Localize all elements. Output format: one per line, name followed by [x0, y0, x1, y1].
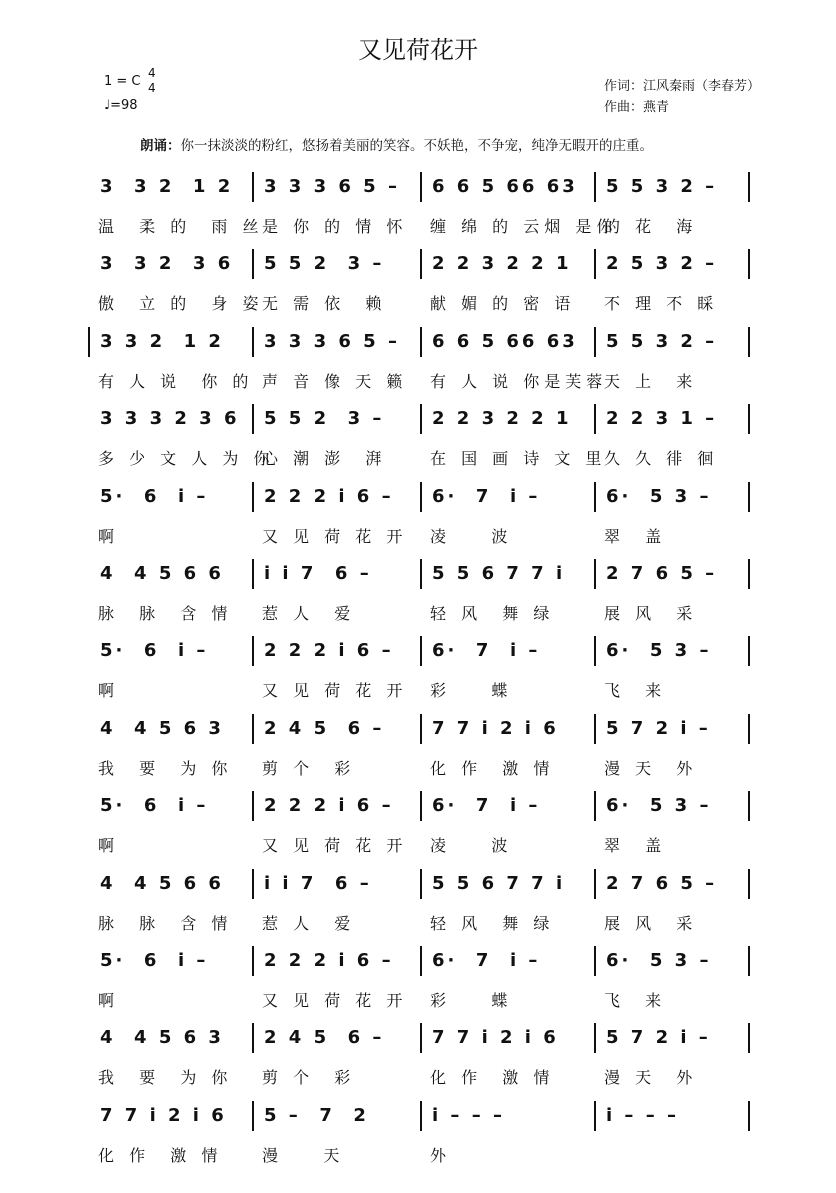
notation-row	[88, 247, 748, 287]
barline	[594, 404, 596, 434]
barline	[420, 249, 422, 279]
measure-lyrics: 飞 来	[604, 681, 667, 701]
time-signature	[148, 66, 156, 96]
barline	[420, 946, 422, 976]
measure-notes: 4 4 5 6 3	[100, 717, 224, 739]
measure-lyrics: 傲 立 的 身 姿	[98, 294, 264, 314]
measure-lyrics: 翠 盖	[604, 526, 667, 546]
barline	[748, 249, 750, 279]
notation-row	[88, 944, 748, 984]
measure-notes: 5 7 2 i –	[606, 717, 711, 739]
barline	[594, 791, 596, 821]
measure-notes: 3 3 2 3 6	[100, 253, 234, 275]
lyric-row	[88, 1143, 748, 1167]
measure-notes: 2 2 2 i 6 –	[264, 485, 394, 507]
barline	[420, 1023, 422, 1053]
measure-notes: 5· 6 i –	[100, 640, 209, 662]
barline	[252, 249, 254, 279]
measure-lyrics: 久 久 徘 徊	[604, 449, 719, 469]
measure-notes: 3 3 3 6 5 –	[264, 176, 400, 197]
barline	[594, 1023, 596, 1053]
barline	[420, 869, 422, 899]
measure-notes: 6· 7 i –	[432, 950, 541, 971]
measure-notes: 3 3 3 6 5 –	[264, 330, 400, 352]
barline	[252, 327, 254, 357]
barline	[252, 714, 254, 744]
barline	[748, 714, 750, 744]
measure-notes: 5 5 2 3 –	[264, 253, 385, 275]
measure-notes: 5 5 3 2 –	[606, 330, 718, 352]
measure-lyrics: 化 作 激 情	[98, 1145, 223, 1165]
measure-notes: 7 7 i 2 i 6	[432, 717, 559, 739]
barline	[594, 482, 596, 512]
lyricist-credit: 作词：江风秦雨（李春芳）	[604, 79, 761, 94]
barline	[420, 172, 422, 202]
barline	[420, 791, 422, 821]
notation-row	[88, 1099, 748, 1139]
barline	[252, 1023, 254, 1053]
barline	[420, 482, 422, 512]
barline	[594, 1101, 596, 1131]
notation-row	[88, 867, 748, 907]
song-title: 又见荷花开	[358, 36, 478, 64]
measure-lyrics: 漫 天 外	[604, 758, 698, 778]
measure-notes: 6· 7 i –	[432, 640, 541, 662]
recitation-label: 朗诵：	[140, 138, 181, 154]
measure-notes: 6· 5 3 –	[606, 640, 712, 662]
barline	[748, 946, 750, 976]
measure-notes: 5 5 6 7 7 i	[432, 872, 566, 894]
notation-row	[88, 712, 748, 752]
barline	[420, 636, 422, 666]
lyric-row	[88, 369, 748, 393]
barline	[748, 869, 750, 899]
measure-lyrics: 有 人 说 你是芙蓉	[430, 371, 608, 391]
measure-lyrics: 的 花 海	[604, 217, 698, 236]
measure-lyrics: 在 国 画 诗 文 里	[430, 449, 607, 469]
barline	[252, 946, 254, 976]
composer-credit: 作曲：燕青	[604, 100, 670, 115]
meter-bottom: 4	[148, 81, 156, 95]
barline	[594, 636, 596, 666]
measure-notes: 7 7 i 2 i 6	[432, 1027, 559, 1049]
measure-notes: 6· 5 3 –	[606, 485, 712, 507]
measure-lyrics: 啊	[98, 991, 120, 1010]
barline	[594, 869, 596, 899]
measure-notes: 3 3 2 1 2	[100, 330, 224, 352]
recitation-text: 你一抹淡淡的粉红，悠扬着美丽的笑容。不妖艳，不争宠，纯净无暇开的庄重。	[180, 138, 653, 154]
barline	[420, 1101, 422, 1131]
barline	[252, 636, 254, 666]
measure-lyrics: 展 风 采	[604, 604, 698, 623]
barline	[748, 1101, 750, 1131]
measure-lyrics: 漫 天 外	[604, 1068, 698, 1088]
measure-notes: 2 7 6 5 –	[606, 872, 718, 894]
measure-notes: 6· 7 i –	[432, 795, 541, 817]
measure-notes: 2 2 3 2 2 1	[432, 253, 572, 275]
measure-lyrics: 凌 波	[430, 836, 513, 856]
credits	[604, 76, 760, 118]
barline	[748, 791, 750, 821]
measure-notes: 6· 5 3 –	[606, 795, 712, 817]
measure-notes: 5· 6 i –	[100, 795, 209, 817]
measure-lyrics: 不 理 不 睬	[604, 294, 719, 314]
measure-notes: 6· 5 3 –	[606, 950, 712, 971]
measure-lyrics: 多 少 文 人 为 你	[98, 449, 275, 469]
barline	[594, 559, 596, 589]
measure-notes: i i 7 6 –	[264, 563, 372, 584]
barline	[252, 791, 254, 821]
lyric-row	[88, 756, 748, 780]
key-signature: 1 = C	[104, 74, 141, 89]
barline	[748, 559, 750, 589]
barline	[252, 482, 254, 512]
measure-lyrics: 无 需 依 赖	[262, 294, 387, 314]
notation-row	[88, 789, 748, 829]
measure-lyrics: 又 见 荷 花 开	[262, 991, 408, 1010]
barline	[252, 559, 254, 589]
measure-notes: 6 6 5 66 63	[432, 330, 578, 352]
notation-row	[88, 325, 748, 365]
measure-lyrics: 有 人 说 你 的	[98, 371, 254, 391]
measure-notes: 2 4 5 6 –	[264, 1027, 385, 1049]
measure-lyrics: 化 作 激 情	[430, 1068, 555, 1088]
measure-lyrics: 我 要 为 你	[98, 1068, 233, 1088]
measure-lyrics: 惹 人 爱	[262, 913, 356, 933]
barline	[594, 714, 596, 744]
barline	[594, 327, 596, 357]
barline	[748, 482, 750, 512]
notation-row	[88, 1021, 748, 1061]
barline	[748, 172, 750, 202]
measure-lyrics: 漫 天	[262, 1145, 345, 1165]
notation-row	[88, 170, 748, 210]
measure-lyrics: 我 要 为 你	[98, 758, 233, 778]
measure-notes: 2 2 3 2 2 1	[432, 408, 572, 430]
lyric-row	[88, 988, 748, 1012]
measure-notes: 5 5 6 7 7 i	[432, 563, 566, 584]
barline	[748, 1023, 750, 1053]
meter-top: 4	[148, 66, 156, 80]
measure-notes: 2 4 5 6 –	[264, 717, 385, 739]
measure-lyrics: 温 柔 的 雨 丝	[98, 217, 264, 236]
measure-lyrics: 又 见 荷 花 开	[262, 681, 408, 701]
tempo-marking: ♩=98	[104, 98, 138, 113]
recitation	[140, 134, 653, 154]
measure-lyrics: 展 风 采	[604, 913, 698, 933]
measure-notes: 2 5 3 2 –	[606, 253, 718, 275]
lyric-row	[88, 1065, 748, 1089]
measure-lyrics: 外	[430, 1145, 452, 1165]
barline	[252, 1101, 254, 1131]
barline	[748, 327, 750, 357]
measure-notes: 3 3 3 2 3 6	[100, 408, 240, 430]
measure-lyrics: 是 你 的 情 怀	[262, 217, 408, 236]
measure-notes: 2 2 2 i 6 –	[264, 640, 394, 662]
barline	[594, 946, 596, 976]
measure-lyrics: 彩 蝶	[430, 991, 513, 1010]
measure-lyrics: 天 上 来	[604, 371, 698, 391]
barline	[252, 404, 254, 434]
measure-lyrics: 啊	[98, 681, 120, 701]
lyric-row	[88, 678, 748, 702]
lyric-row	[88, 601, 748, 625]
measure-lyrics: 脉 脉 含 情	[98, 913, 233, 933]
measure-notes: 6 6 5 66 63	[432, 176, 578, 197]
measure-notes: 4 4 5 6 6	[100, 563, 224, 584]
measure-lyrics: 脉 脉 含 情	[98, 604, 233, 623]
measure-lyrics: 啊	[98, 836, 120, 856]
lyric-row	[88, 446, 748, 470]
lyric-row	[88, 833, 748, 857]
measure-notes: 2 7 6 5 –	[606, 563, 718, 584]
barline	[420, 559, 422, 589]
measure-notes: 5 5 2 3 –	[264, 408, 385, 430]
measure-lyrics: 轻 风 舞 绿	[430, 913, 555, 933]
notation-row	[88, 634, 748, 674]
measure-notes: 2 2 2 i 6 –	[264, 950, 394, 971]
lyric-row	[88, 524, 748, 548]
barline	[594, 249, 596, 279]
measure-notes: 5 5 3 2 –	[606, 176, 718, 197]
measure-lyrics: 飞 来	[604, 991, 667, 1010]
measure-notes: 2 2 3 1 –	[606, 408, 718, 430]
measure-lyrics: 凌 波	[430, 526, 513, 546]
measure-lyrics: 惹 人 爱	[262, 604, 356, 623]
measure-lyrics: 化 作 激 情	[430, 758, 555, 778]
measure-notes: i i 7 6 –	[264, 872, 372, 894]
measure-lyrics: 剪 个 彩	[262, 1068, 356, 1088]
lyric-row	[88, 911, 748, 935]
barline	[420, 714, 422, 744]
barline	[594, 172, 596, 202]
measure-lyrics: 彩 蝶	[430, 681, 513, 701]
measure-notes: 5 7 2 i –	[606, 1027, 711, 1049]
measure-notes: 5 – 7 2	[264, 1104, 369, 1126]
measure-lyrics: 翠 盖	[604, 836, 667, 856]
measure-lyrics: 剪 个 彩	[262, 758, 356, 778]
barline	[748, 404, 750, 434]
measure-notes: 3 3 2 1 2	[100, 176, 234, 197]
notation-row	[88, 402, 748, 442]
measure-lyrics: 又 见 荷 花 开	[262, 836, 408, 856]
measure-notes: 4 4 5 6 3	[100, 1027, 224, 1049]
barline	[252, 869, 254, 899]
barline	[252, 172, 254, 202]
barline	[88, 327, 90, 357]
lyric-row	[88, 214, 748, 238]
barline	[420, 327, 422, 357]
measure-lyrics: 声 音 像 天 籁	[262, 371, 408, 391]
notation-row	[88, 480, 748, 520]
measure-notes: 4 4 5 6 6	[100, 872, 224, 894]
measure-lyrics: 献 媚 的 密 语	[430, 294, 576, 314]
measure-lyrics: 心 潮 澎 湃	[262, 449, 387, 469]
barline	[748, 636, 750, 666]
measure-lyrics: 轻 风 舞 绿	[430, 604, 555, 623]
measure-notes: 5· 6 i –	[100, 485, 209, 507]
measure-lyrics: 啊	[98, 526, 120, 546]
measure-notes: 6· 7 i –	[432, 485, 541, 507]
lyric-row	[88, 291, 748, 315]
measure-notes: i – – –	[606, 1104, 679, 1126]
measure-notes: 2 2 2 i 6 –	[264, 795, 394, 817]
measure-notes: 5· 6 i –	[100, 950, 209, 971]
barline	[420, 404, 422, 434]
measure-notes: i – – –	[432, 1104, 505, 1126]
measure-lyrics: 缠 绵 的 云烟 是你	[430, 217, 618, 236]
notation-row	[88, 557, 748, 597]
measure-notes: 7 7 i 2 i 6	[100, 1104, 227, 1126]
measure-lyrics: 又 见 荷 花 开	[262, 526, 408, 546]
